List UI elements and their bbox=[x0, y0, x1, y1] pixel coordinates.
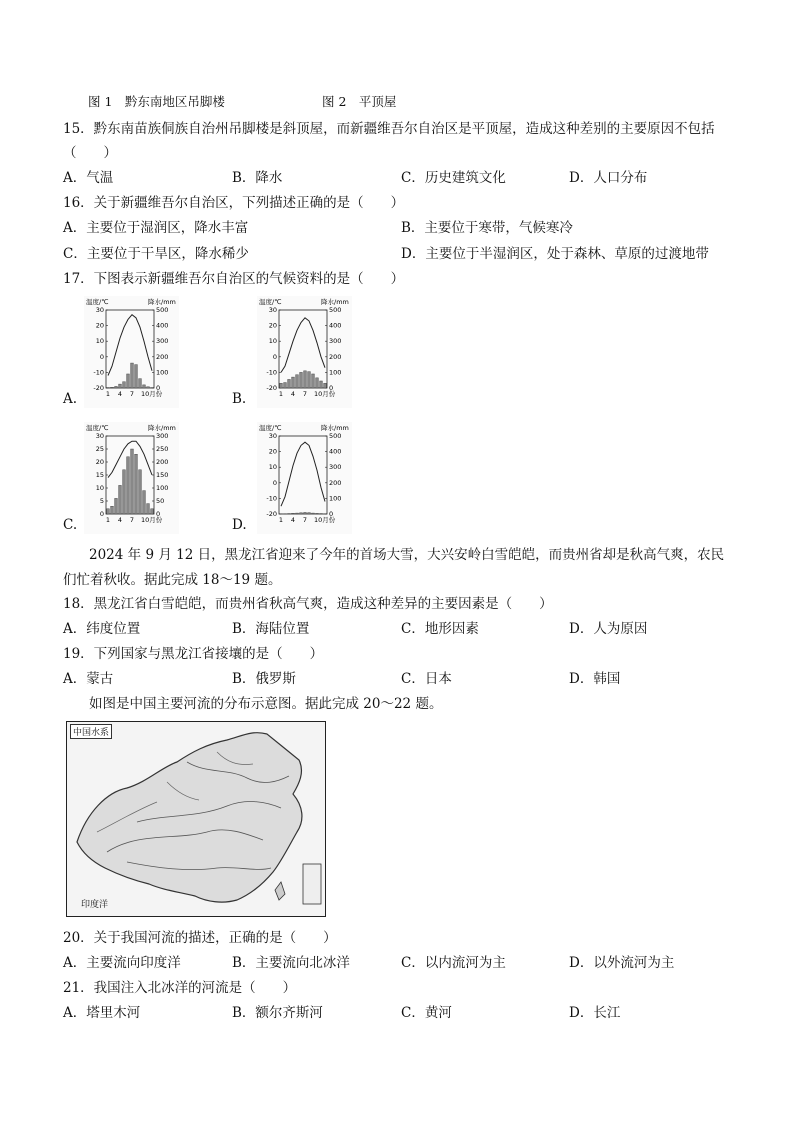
precipitation-bar bbox=[143, 491, 146, 514]
precipitation-tick-label: 200 bbox=[156, 352, 169, 361]
precipitation-bar bbox=[296, 375, 299, 388]
month-tick-label: 10月份 bbox=[314, 516, 336, 524]
q15-option-d: D．人口分布 bbox=[569, 170, 648, 186]
precipitation-bar bbox=[308, 372, 311, 388]
temperature-tick-label: 30 bbox=[268, 306, 277, 314]
q19-option-d: D．韩国 bbox=[569, 671, 621, 687]
precipitation-bar bbox=[123, 470, 126, 514]
precipitation-bar bbox=[127, 457, 130, 514]
passage-1-line-1: 2024 年 9 月 12 日，黑龙江省迎来了今年的首场大雪，大兴安岭白雪皑皑，而贵州省却是秋高气爽，农民 bbox=[89, 547, 725, 563]
precipitation-bar bbox=[139, 379, 142, 388]
q16-option-c: C．主要位于干旱区，降水稀少 bbox=[63, 246, 249, 262]
month-tick-label: 4 bbox=[117, 516, 123, 524]
precipitation-bar bbox=[119, 485, 122, 514]
q21-option-a: A．塔里木河 bbox=[63, 1005, 141, 1021]
q20-option-d: D．以外流河为主 bbox=[569, 955, 675, 971]
precipitation-axis-title: 降水/mm bbox=[148, 424, 176, 432]
precipitation-bar bbox=[151, 509, 154, 514]
temperature-tick-label: 0 bbox=[99, 352, 104, 361]
temperature-tick-label: 25 bbox=[95, 445, 104, 453]
month-tick-label: 7 bbox=[129, 390, 135, 398]
q20-option-c: C．以内流河为主 bbox=[401, 955, 506, 971]
precipitation-bar bbox=[280, 383, 283, 388]
month-tick-label: 1 bbox=[278, 516, 284, 524]
precipitation-bar bbox=[316, 513, 319, 514]
precipitation-bar bbox=[115, 498, 118, 514]
precipitation-tick-label: 100 bbox=[156, 484, 169, 492]
temperature-tick-label: -10 bbox=[266, 368, 277, 377]
precipitation-bar bbox=[123, 382, 126, 388]
precipitation-tick-label: 500 bbox=[156, 306, 169, 314]
question-17-stem: 17．下图表示新疆维吾尔自治区的气候资料的是（ ） bbox=[63, 271, 405, 287]
precipitation-bar bbox=[147, 387, 150, 388]
precipitation-tick-label: 0 bbox=[156, 510, 161, 518]
precipitation-tick-label: 200 bbox=[329, 352, 342, 361]
precipitation-tick-label: 300 bbox=[156, 337, 169, 346]
precipitation-tick-label: 100 bbox=[156, 368, 169, 377]
month-tick-label: 10月份 bbox=[314, 390, 336, 398]
precipitation-bar bbox=[316, 378, 319, 388]
temperature-axis-title: 温度/℃ bbox=[259, 298, 282, 306]
temperature-tick-label: 20 bbox=[95, 321, 104, 330]
month-tick-label: 1 bbox=[278, 390, 284, 398]
q15-option-a: A．气温 bbox=[63, 170, 114, 186]
temperature-tick-label: 20 bbox=[95, 458, 104, 466]
q18-option-a: A．纬度位置 bbox=[63, 621, 141, 637]
temperature-tick-label: 0 bbox=[272, 478, 277, 487]
month-tick-label: 10月份 bbox=[141, 390, 163, 398]
precipitation-bar bbox=[119, 384, 122, 388]
precipitation-bar bbox=[292, 513, 295, 514]
temperature-tick-label: 20 bbox=[268, 321, 277, 330]
temperature-tick-label: -20 bbox=[93, 384, 104, 392]
month-tick-label: 7 bbox=[129, 516, 135, 524]
climate-chart-svg bbox=[84, 422, 179, 534]
q20-option-b: B．主要流向北冰洋 bbox=[232, 955, 350, 971]
precipitation-tick-label: 400 bbox=[329, 321, 342, 330]
q15-option-b: B．降水 bbox=[232, 170, 283, 186]
q18-option-b: B．海陆位置 bbox=[232, 621, 310, 637]
precipitation-bar bbox=[111, 506, 114, 514]
q17-option-d-label: D. bbox=[232, 517, 247, 533]
precipitation-bar bbox=[135, 454, 138, 514]
precipitation-bar bbox=[304, 371, 307, 388]
q17-option-c-label: C. bbox=[63, 517, 78, 533]
q21-option-b: B．额尔齐斯河 bbox=[232, 1005, 323, 1021]
q17-option-b-label: B. bbox=[232, 391, 247, 407]
precipitation-bar bbox=[300, 372, 303, 388]
precipitation-bar bbox=[127, 374, 130, 388]
precipitation-tick-label: 300 bbox=[329, 463, 342, 472]
precipitation-bar bbox=[308, 513, 311, 514]
precipitation-tick-label: 300 bbox=[156, 432, 169, 440]
precipitation-bar bbox=[143, 385, 146, 388]
passage-1-line-2: 们忙着秋收。据此完成 18～19 题。 bbox=[63, 572, 282, 588]
temperature-tick-label: 20 bbox=[268, 447, 277, 456]
map-title: 中国水系 bbox=[70, 724, 112, 739]
q19-option-c: C．日本 bbox=[401, 671, 452, 687]
precipitation-bar bbox=[115, 386, 118, 388]
question-19-stem: 19．下列国家与黑龙江省接壤的是（ ） bbox=[63, 646, 324, 662]
precipitation-bar bbox=[111, 387, 114, 388]
passage-2: 如图是中国主要河流的分布示意图。据此完成 20～22 题。 bbox=[89, 696, 443, 712]
q17-option-a-label: A. bbox=[63, 391, 78, 407]
precipitation-tick-label: 250 bbox=[156, 445, 169, 453]
precipitation-bar bbox=[312, 513, 315, 514]
precipitation-tick-label: 0 bbox=[329, 510, 334, 518]
temperature-tick-label: -20 bbox=[266, 510, 277, 518]
precipitation-bar bbox=[292, 377, 295, 388]
precipitation-tick-label: 400 bbox=[329, 447, 342, 456]
temperature-tick-label: 30 bbox=[95, 306, 104, 314]
q16-option-b: B．主要位于寒带，气候寒冷 bbox=[401, 220, 573, 236]
precipitation-bar bbox=[296, 513, 299, 514]
precipitation-tick-label: 0 bbox=[329, 384, 334, 392]
month-tick-label: 4 bbox=[290, 390, 296, 398]
climate-chart-a bbox=[84, 296, 179, 412]
climate-chart-svg bbox=[84, 296, 179, 408]
temperature-tick-label: 30 bbox=[95, 432, 104, 440]
month-tick-label: 1 bbox=[105, 516, 111, 524]
precipitation-bar bbox=[107, 509, 110, 514]
temperature-tick-label: -10 bbox=[93, 368, 104, 377]
precipitation-bar bbox=[131, 363, 134, 388]
question-20-stem: 20．关于我国河流的描述，正确的是（ ） bbox=[63, 930, 337, 946]
question-18-stem: 18．黑龙江省白雪皑皑，而贵州省秋高气爽，造成这种差异的主要因素是（ ） bbox=[63, 596, 553, 612]
precipitation-tick-label: 0 bbox=[156, 384, 161, 392]
precipitation-bar bbox=[139, 470, 142, 514]
q21-option-c: C．黄河 bbox=[401, 1005, 452, 1021]
temperature-tick-label: 15 bbox=[95, 471, 104, 479]
precipitation-bar bbox=[131, 449, 134, 514]
q15-option-c: C．历史建筑文化 bbox=[401, 170, 506, 186]
q19-option-a: A．蒙古 bbox=[63, 671, 114, 687]
climate-chart-c bbox=[84, 422, 179, 538]
precipitation-tick-label: 150 bbox=[156, 471, 169, 479]
precipitation-bar bbox=[284, 383, 287, 388]
precipitation-tick-label: 500 bbox=[329, 432, 342, 440]
precipitation-axis-title: 降水/mm bbox=[321, 298, 349, 306]
precipitation-bar bbox=[147, 504, 150, 514]
figure1-caption: 图 1 黔东南地区吊脚楼 bbox=[88, 94, 225, 109]
q20-option-a: A．主要流向印度洋 bbox=[63, 955, 181, 971]
question-15-stem-cont: （ ） bbox=[63, 145, 117, 161]
precipitation-bar bbox=[324, 383, 327, 388]
china-river-map bbox=[66, 721, 326, 917]
map-ocean-label: 印度洋 bbox=[81, 900, 109, 910]
figure2-caption: 图 2 平顶屋 bbox=[322, 94, 397, 109]
precipitation-tick-label: 500 bbox=[329, 306, 342, 314]
q18-option-c: C．地形因素 bbox=[401, 621, 479, 637]
climate-chart-svg bbox=[257, 296, 352, 408]
precipitation-tick-label: 200 bbox=[329, 478, 342, 487]
q18-option-d: D．人为原因 bbox=[569, 621, 648, 637]
temperature-tick-label: 30 bbox=[268, 432, 277, 440]
precipitation-tick-label: 100 bbox=[329, 368, 342, 377]
temperature-tick-label: 10 bbox=[268, 463, 277, 472]
month-tick-label: 1 bbox=[105, 390, 111, 398]
china-map-drawing bbox=[67, 722, 325, 916]
q16-option-d: D．主要位于半湿润区，处于森林、草原的过渡地带 bbox=[401, 246, 709, 262]
precipitation-bar bbox=[320, 381, 323, 388]
precipitation-tick-label: 400 bbox=[156, 321, 169, 330]
question-16-stem: 16．关于新疆维吾尔自治区，下列描述正确的是（ ） bbox=[63, 195, 405, 211]
temperature-tick-label: 0 bbox=[272, 352, 277, 361]
temperature-axis-title: 温度/℃ bbox=[86, 424, 109, 432]
question-15-stem: 15．黔东南苗族侗族自治州吊脚楼是斜顶屋，而新疆维吾尔自治区是平顶屋，造成这种差别的主要原因不包括 bbox=[63, 121, 715, 137]
precipitation-tick-label: 100 bbox=[329, 494, 342, 503]
temperature-tick-label: 10 bbox=[95, 337, 104, 346]
climate-chart-d bbox=[257, 422, 352, 538]
temperature-tick-label: -10 bbox=[266, 494, 277, 503]
month-tick-label: 7 bbox=[302, 516, 308, 524]
month-tick-label: 7 bbox=[302, 390, 308, 398]
question-21-stem: 21．我国注入北冰洋的河流是（ ） bbox=[63, 980, 297, 996]
precipitation-axis-title: 降水/mm bbox=[321, 424, 349, 432]
precipitation-bar bbox=[288, 379, 291, 388]
precipitation-tick-label: 300 bbox=[329, 337, 342, 346]
q21-option-d: D．长江 bbox=[569, 1005, 621, 1021]
temperature-axis-title: 温度/℃ bbox=[86, 298, 109, 306]
month-tick-label: 4 bbox=[290, 516, 296, 524]
q19-option-b: B．俄罗斯 bbox=[232, 671, 296, 687]
precipitation-tick-label: 200 bbox=[156, 458, 169, 466]
q16-option-a: A．主要位于湿润区，降水丰富 bbox=[63, 220, 249, 236]
month-tick-label: 10月份 bbox=[141, 516, 163, 524]
month-tick-label: 4 bbox=[117, 390, 123, 398]
precipitation-bar bbox=[304, 512, 307, 514]
temperature-tick-label: 10 bbox=[268, 337, 277, 346]
temperature-tick-label: 0 bbox=[99, 510, 104, 518]
climate-chart-svg bbox=[257, 422, 352, 534]
climate-chart-b bbox=[257, 296, 352, 412]
precipitation-bar bbox=[135, 365, 138, 388]
temperature-tick-label: 5 bbox=[99, 497, 104, 505]
precipitation-bar bbox=[300, 513, 303, 514]
temperature-tick-label: -20 bbox=[266, 384, 277, 392]
temperature-tick-label: 10 bbox=[95, 484, 104, 492]
precipitation-tick-label: 50 bbox=[156, 497, 165, 505]
precipitation-axis-title: 降水/mm bbox=[148, 298, 176, 306]
temperature-axis-title: 温度/℃ bbox=[259, 424, 282, 432]
precipitation-bar bbox=[312, 374, 315, 388]
